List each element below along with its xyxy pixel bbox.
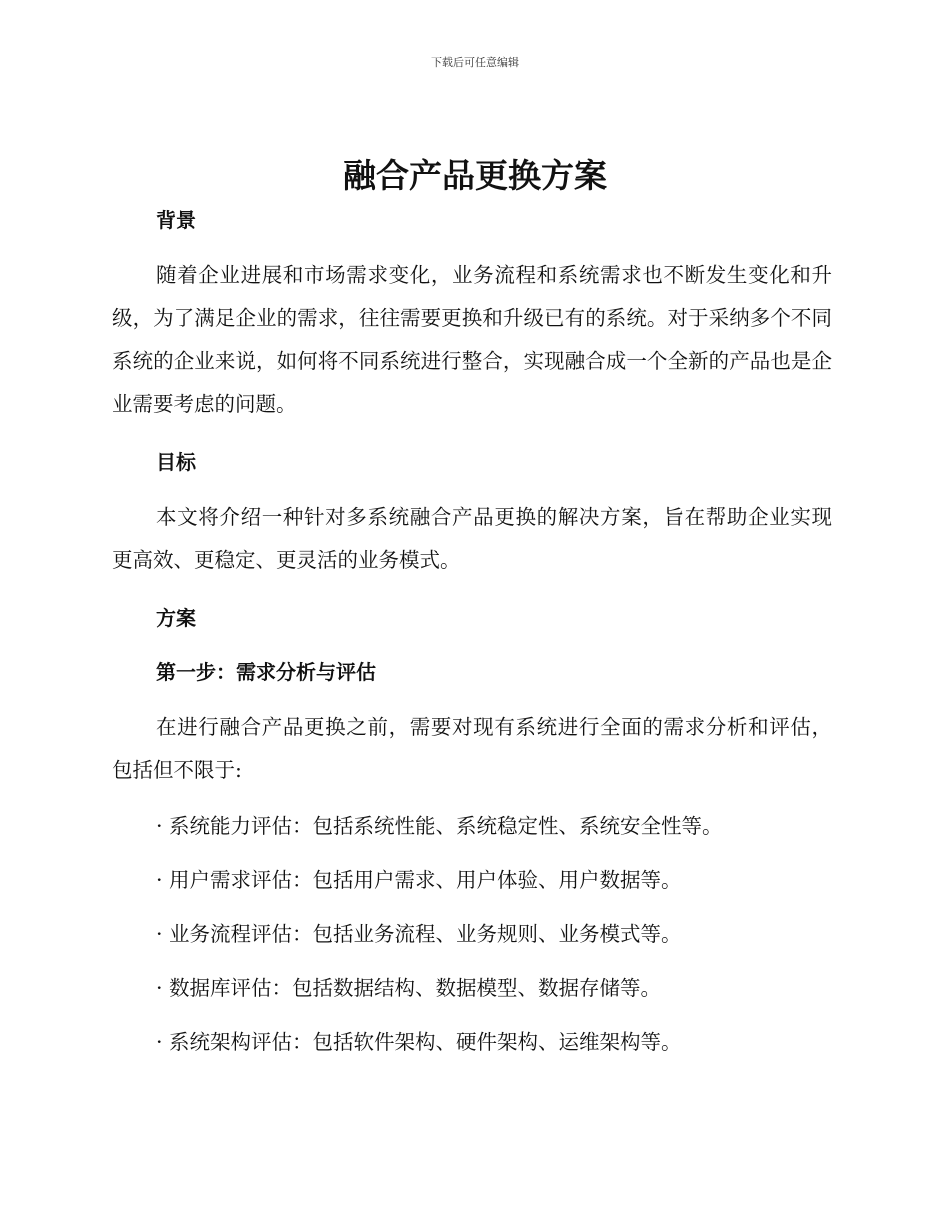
document-title: 融合产品更换方案 — [343, 156, 607, 195]
section-heading-goal: 目标 — [156, 450, 196, 474]
document-body — [112, 200, 832, 1062]
paragraph-background: 随着企业进展和市场需求变化，业务流程和系统需求也不断发生变化和升级，为了满足企业的需求，往往需要更换和升级已有的系统。对于采纳多个不同系统的企业来说，如何将不同系统进行整合，实现融合成一个全新的产品也是企业需要考虑的问题。 — [112, 263, 832, 416]
paragraph-goal: 本文将介绍一种针对多系统融合产品更换的解决方案，旨在帮助企业实现更高效、更稳定、更灵活的业务模式。 — [112, 505, 832, 572]
header-note: 下载后可任意编辑 — [431, 56, 519, 69]
list-item: · 数据库评估：包括数据结构、数据模型、数据存储等。 — [156, 976, 662, 1000]
paragraph-step1: 在进行融合产品更换之前，需要对现有系统进行全面的需求分析和评估，包括但不限于: — [112, 715, 832, 782]
list-item: · 业务流程评估：包括业务流程、业务规则、业务模式等。 — [156, 922, 682, 946]
list-item: · 系统能力评估：包括系统性能、系统稳定性、系统安全性等。 — [156, 814, 723, 838]
list-item: · 系统架构评估：包括软件架构、硬件架构、运维架构等。 — [156, 1030, 682, 1054]
list-item: · 用户需求评估：包括用户需求、用户体验、用户数据等。 — [156, 868, 682, 892]
section-heading-background: 背景 — [156, 208, 196, 232]
section-heading-plan: 方案 — [156, 606, 196, 630]
subsection-heading-step1: 第一步：需求分析与评估 — [156, 660, 376, 684]
